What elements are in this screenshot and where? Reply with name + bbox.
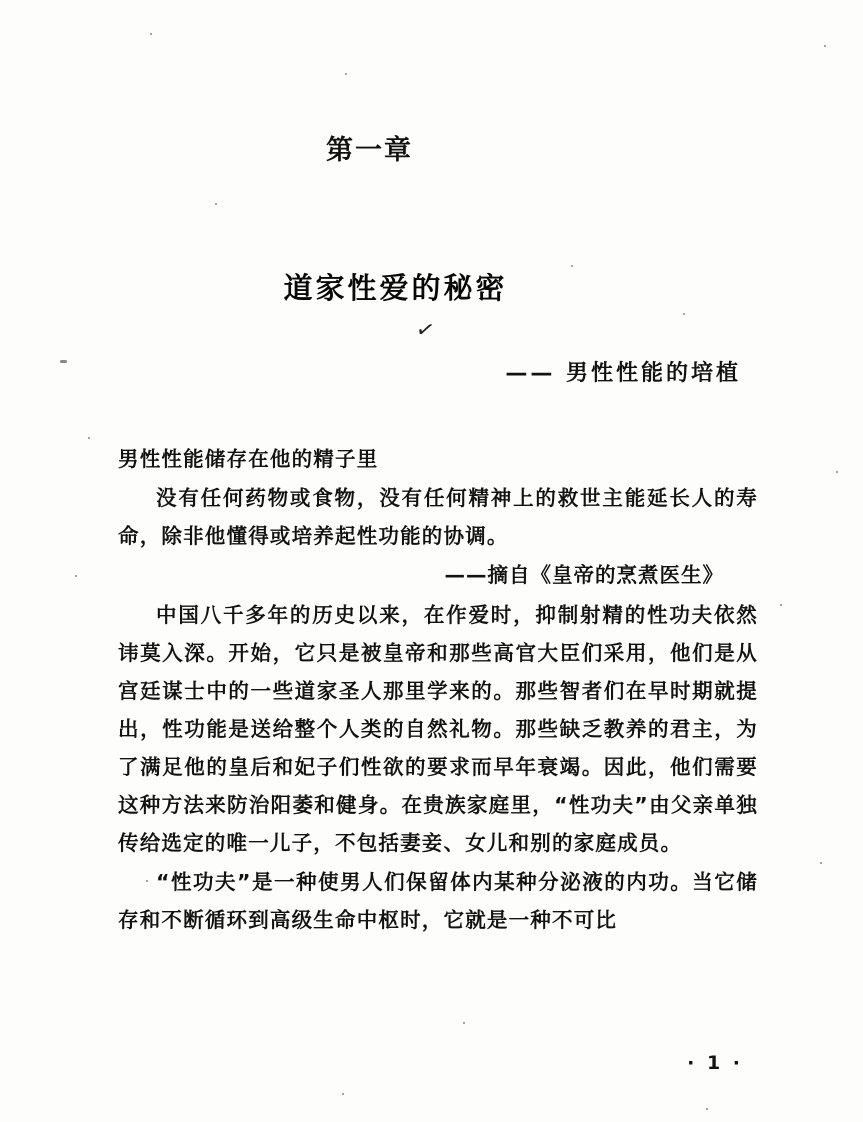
paragraph: 男性性能储存在他的精子里: [118, 447, 379, 471]
page-title: [0, 266, 863, 307]
paragraph: “性功夫”是一种使男人们保留体内某种分泌液的内功。当它储存和不断循环到高级生命中枢时，它就是一种不可比: [118, 870, 758, 932]
scan-speckle: [780, 604, 782, 606]
scan-speckle: [345, 73, 347, 75]
page-number: · 1 ·: [687, 1052, 743, 1074]
paragraph: 中国八千多年的历史以来，在作爱时，抑制射精的性功夫依然讳莫入深。开始，它只是被皇帝和那些高官大臣们采用，他们是从宫廷谋士中的一些道家圣人那里学来的。那些智者们在早时期就提出，性功能是送给整个人类的自然礼物。那些缺乏教养的君主，为了满足他的皇后和妃子们性欲的要求而早年衰竭。因此，他们需要这种方法来防治阳萎和健身。在贵族家庭里，“性功夫”由父亲单独传给选定的唯一儿子，不包括妻妾、女儿和别的家庭成员。: [118, 603, 758, 855]
scan-speckle: [683, 313, 685, 315]
handwritten-check-mark: ✓: [413, 316, 437, 345]
scan-speckle: [706, 1108, 708, 1110]
scan-speckle: [824, 45, 826, 47]
page-title-text: 道家性爱的秘密: [283, 271, 508, 305]
chapter-label: [0, 128, 863, 167]
scan-speckle: [463, 1022, 465, 1024]
quote-source: ——摘自《皇帝的烹煮医生》: [444, 563, 724, 587]
scan-speckle: [75, 575, 77, 577]
paragraph: 没有任何药物或食物，没有任何精神上的救世主能延长人的寿命，除非他懂得或培养起性功能的协调。: [118, 486, 758, 548]
scan-speckle: [342, 1093, 344, 1095]
scan-speckle: [836, 471, 838, 473]
scan-speckle: [820, 862, 822, 864]
page-subtitle: —— 男性性能的培植: [505, 361, 741, 386]
scan-speckle: [215, 203, 217, 205]
scan-speckle: [88, 437, 90, 439]
scan-speckle: [150, 33, 152, 35]
body-text: [118, 440, 758, 940]
chapter-label-text: 第一章: [326, 135, 413, 166]
